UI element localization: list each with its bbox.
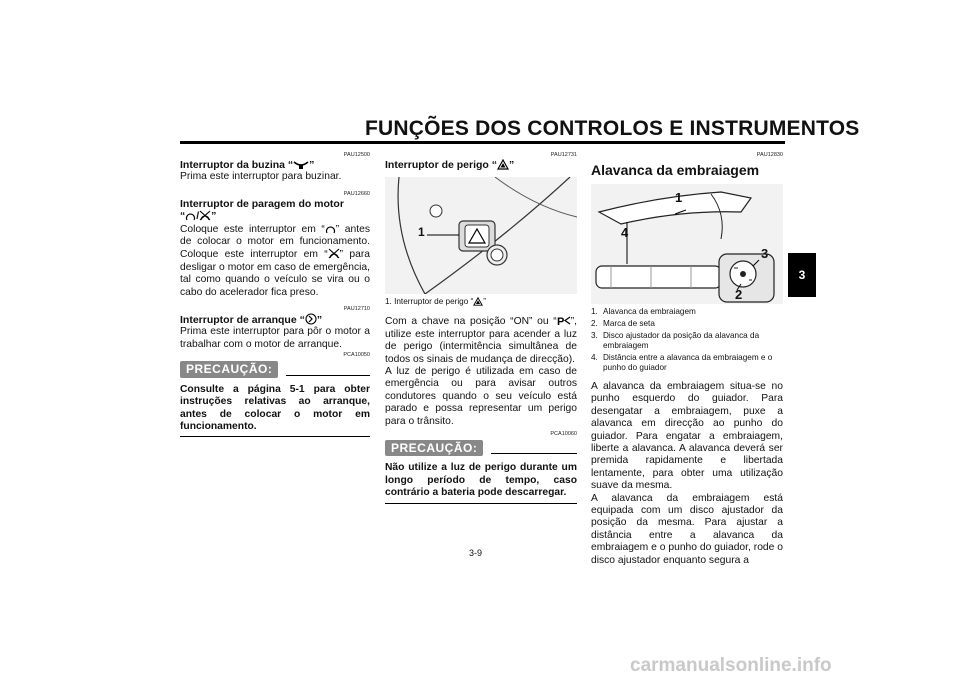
caution-text: Não utilize a luz de perigo durante um longo período de tempo, caso contrário a bateria pode descarregar. <box>385 462 577 503</box>
caution-header <box>385 440 577 456</box>
clutch-body: A alavanca da embraiagem situa-se no punho esquerdo do guiador. Para desengatar a embraiagem, puxe a alavanca em direcção ao punho do guiador. Para engatar a embraiagem, liberte a alavanca. A alavanca deverá ser premida rapidamente e libertada lentamente, para obter uma utilização suave da mesma. <box>591 381 783 492</box>
page-number: 3-9 <box>469 548 483 558</box>
middle-column <box>385 152 577 504</box>
caution-label: PRECAUÇÃO: <box>180 361 278 377</box>
clutch-heading: Alavanca da embraiagem <box>591 162 760 178</box>
hazard-switch-heading <box>385 159 577 171</box>
starter-icon <box>305 313 317 325</box>
section-code: PAU12660 <box>343 190 370 197</box>
caution-rule <box>491 453 577 454</box>
body-text: Coloque este interruptor em “ <box>180 223 325 235</box>
caption-text: Marca de seta <box>603 319 655 328</box>
figure-callout-1: 1 <box>675 190 683 205</box>
figure-captions <box>591 307 783 373</box>
heading-text: Interruptor da buzina “ <box>180 159 294 171</box>
caution-label: PRECAUÇÃO: <box>385 440 483 456</box>
caption-number: 1. <box>591 307 598 316</box>
heading-text: Interruptor de arranque “ <box>180 314 305 327</box>
body-text: ” para desligar o motor em caso de emergência, tal como quando o veículo se vira ou o cabo do acelerador fica preso. <box>180 249 370 298</box>
caption-text: ” <box>483 297 487 307</box>
heading-text: ” <box>211 210 217 223</box>
caution-code: PCA10060 <box>550 431 577 438</box>
chapter-tab[interactable]: 3 <box>788 253 816 297</box>
horn-icon <box>293 160 309 170</box>
hazard-body-2: A luz de perigo é utilizada em caso de emergência ou para avisar outros condutores quando o seu veículo está parado e possa representar um perigo para o trânsito. <box>385 366 577 427</box>
section-code: PAU12731 <box>550 152 577 158</box>
caption-number: 4. <box>591 353 598 362</box>
svg-text:P: P <box>556 316 565 327</box>
caution-code: PCA10050 <box>343 352 370 359</box>
body-text: ” antes de colocar o motor em funcionamento. Coloque este interruptor em “ <box>180 223 370 261</box>
figure-callout-3: 3 <box>761 246 769 261</box>
figure-callout-4: 4 <box>621 225 629 240</box>
caption-text: 1. Interruptor de perigo “ <box>385 297 474 307</box>
hazard-switch-figure <box>385 177 577 294</box>
heading-text: Interruptor de perigo “ <box>385 159 498 171</box>
section-code: PAU12830 <box>756 152 783 158</box>
heading-text: ” <box>509 159 515 171</box>
left-column <box>180 152 370 437</box>
engine-stop-body <box>180 223 370 299</box>
engine-stop-heading <box>180 198 370 223</box>
run-icon <box>325 223 336 234</box>
engine-stop-icons-line <box>180 210 370 222</box>
section-code: PAU12500 <box>343 152 370 158</box>
heading-text: “ <box>180 210 186 223</box>
run-icon <box>185 210 196 221</box>
clutch-lever-figure <box>591 184 783 304</box>
clutch-lever-illustration <box>591 184 783 304</box>
hazard-icon <box>497 159 509 170</box>
right-column <box>591 152 783 567</box>
caption-item <box>591 331 783 351</box>
caption-number: 3. <box>591 331 598 340</box>
hazard-body <box>385 315 577 366</box>
caption-item <box>591 353 783 373</box>
heading-text: ” <box>309 159 315 171</box>
header-rule <box>180 141 785 144</box>
figure-callout-1: 1 <box>418 225 425 240</box>
caution-rule <box>286 375 370 376</box>
start-body: Prima este interruptor para pôr o motor a trabalhar com o motor de arranque. <box>180 326 370 350</box>
horn-switch-heading <box>180 159 370 171</box>
hazard-icon <box>473 297 483 306</box>
stop-icon <box>328 248 340 259</box>
caption-item <box>591 307 783 317</box>
caution-text: Consulte a página 5-1 para obter instruções relativas ao arranque, antes de colocar o motor em funcionamento. <box>180 384 370 438</box>
section-code: PAU12710 <box>343 306 370 313</box>
figure-callout-2: 2 <box>735 287 743 302</box>
watermark: carmanualsonline.info <box>630 655 832 676</box>
clutch-body-2: A alavanca da embraiagem está equipada com um disco ajustador da posição da mesma. Para ajustar a distância entre a alavanca da embraiagem e o punho do guiador, rode o disco ajustador enquanto segura a <box>591 492 783 566</box>
body-text: Com a chave na posição “ON” ou “ <box>385 316 557 328</box>
caption-text: Alavanca da embraiagem <box>603 307 696 316</box>
caption-item <box>591 319 783 329</box>
page-header-title: FUNÇÕES DOS CONTROLOS E INSTRUMENTOS <box>365 117 860 140</box>
body-text: ”, utilize este interruptor para acender a luz de perigo (intermitência simultânea de todos os sinais de mudança de direcção). <box>385 316 577 365</box>
heading-text: / <box>196 210 200 223</box>
start-switch-heading <box>180 313 370 326</box>
caption-text: Disco ajustador da posição da alavanca da embraiagem <box>603 331 760 350</box>
figure-caption <box>385 297 577 307</box>
parking-key-icon <box>557 315 571 326</box>
caution-header <box>180 361 370 377</box>
stop-icon <box>199 210 211 221</box>
heading-text: ” <box>316 314 323 327</box>
caption-number: 2. <box>591 319 598 328</box>
hazard-switch-illustration <box>385 177 577 294</box>
horn-body: Prima este interruptor para buzinar. <box>180 171 342 183</box>
caption-text: Distância entre a alavanca da embraiagem e o punho do guiador <box>603 353 773 372</box>
heading-text: Interruptor de paragem do motor <box>180 197 344 210</box>
